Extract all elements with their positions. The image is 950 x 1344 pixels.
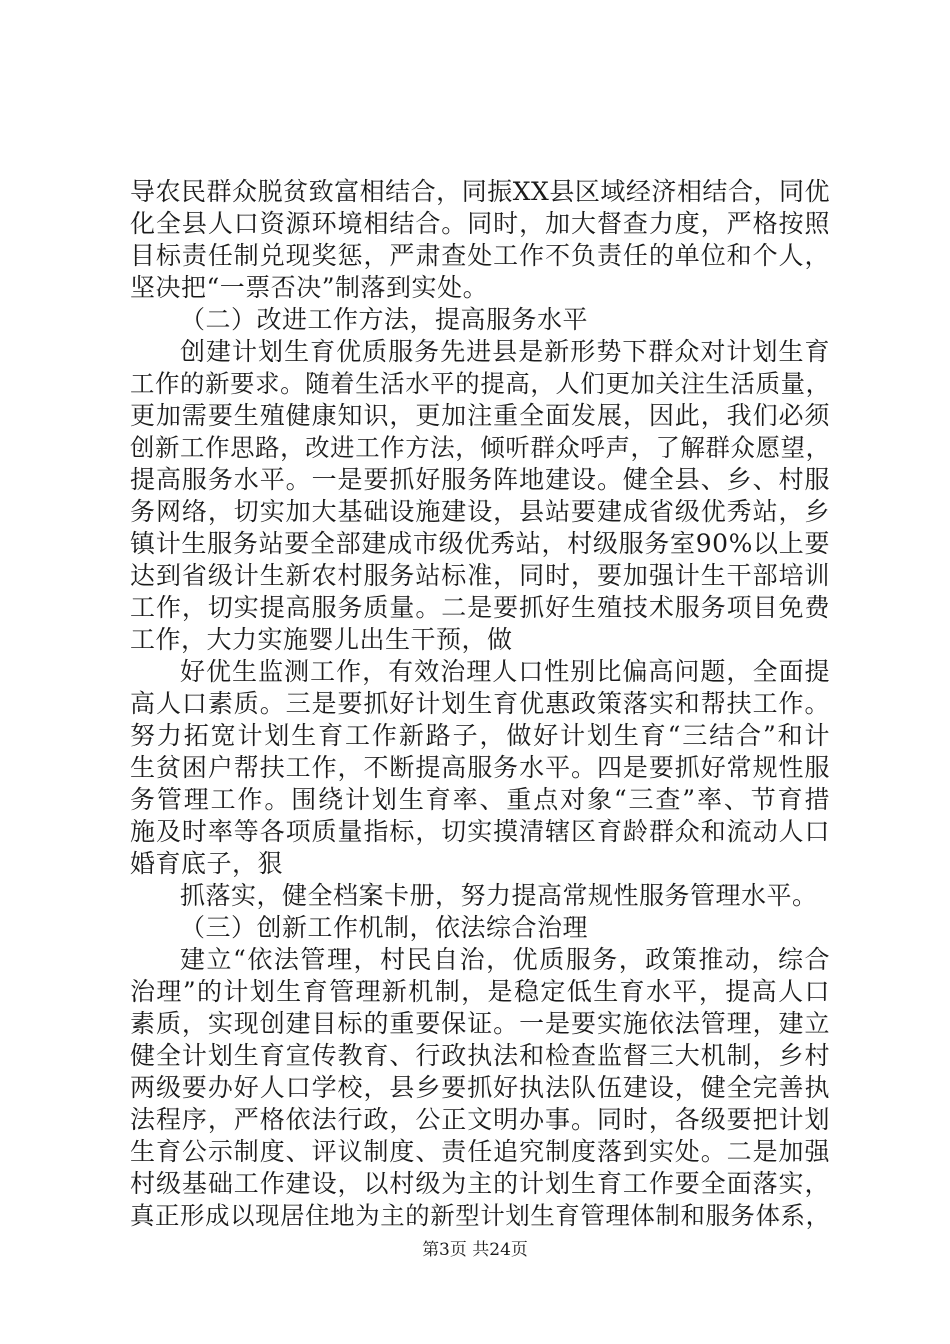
text-line: 真正形成以现居住地为主的新型计划生育管理体制和服务体系， (130, 1201, 830, 1230)
text-line: 导农民群众脱贫致富相结合，同振XX县区域经济相结合，同优 (130, 177, 830, 206)
section-heading-3: （三）创新工作机制，依法综合治理 (180, 913, 589, 942)
text-line: 工作的新要求。随着生活水平的提高，人们更加关注生活质量， (130, 369, 830, 398)
text-line: 工作，切实提高服务质量。二是要抓好生殖技术服务项目免费 (130, 593, 830, 622)
text-line: 法程序，严格依法行政，公正文明办事。同时，各级要把计划 (130, 1105, 830, 1134)
text-line: 努力拓宽计划生育工作新路子，做好计划生育“三结合”和计 (130, 721, 830, 750)
text-line: 务管理工作。围绕计划生育率、重点对象“三查”率、节育措 (130, 785, 830, 814)
text-line: 健全计划生育宣传教育、行政执法和检查监督三大机制，乡村 (130, 1041, 830, 1070)
section-heading-2: （二）改进工作方法，提高服务水平 (180, 305, 589, 334)
text-line: 目标责任制兑现奖惩，严肃查处工作不负责任的单位和个人， (130, 241, 830, 270)
text-line: 工作，大力实施婴儿出生干预，做 (130, 625, 513, 654)
text-line: 生贫困户帮扶工作，不断提高服务水平。四是要抓好常规性服 (130, 753, 830, 782)
text-line: 化全县人口资源环境相结合。同时，加大督查力度，严格按照 (130, 209, 830, 238)
text-line: 高人口素质。三是要抓好计划生育优惠政策落实和帮扶工作。 (130, 689, 830, 718)
text-line: 更加需要生殖健康知识，更加注重全面发展，因此，我们必须 (130, 401, 830, 430)
text-line: 素质，实现创建目标的重要保证。一是要实施依法管理，建立 (130, 1009, 830, 1038)
text-line: 建立“依法管理，村民自治，优质服务，政策推动，综合 (180, 945, 830, 974)
text-line: 村级基础工作建设，以村级为主的计划生育工作要全面落实， (130, 1169, 830, 1198)
text-line: 施及时率等各项质量指标，切实摸清辖区育龄群众和流动人口 (130, 817, 830, 846)
text-line: 生育公示制度、评议制度、责任追究制度落到实处。二是加强 (130, 1137, 830, 1166)
text-line: 务网络，切实加大基础设施建设，县站要建成省级优秀站，乡 (130, 497, 830, 526)
text-line: 抓落实，健全档案卡册，努力提高常规性服务管理水平。 (180, 881, 818, 910)
text-line: 达到省级计生新农村服务站标准，同时，要加强计生干部培训 (130, 561, 830, 590)
text-line: 镇计生服务站要全部建成市级优秀站，村级服务室90%以上要 (130, 529, 830, 558)
document-body (130, 176, 830, 1232)
text-line: 提高服务水平。一是要抓好服务阵地建设。健全县、乡、村服 (130, 465, 830, 494)
text-line: 治理”的计划生育管理新机制，是稳定低生育水平，提高人口 (130, 977, 830, 1006)
text-line: 创建计划生育优质服务先进县是新形势下群众对计划生育 (180, 337, 830, 366)
page-number-footer: 第3页 共24页 (422, 1240, 528, 1260)
text-line: 两级要办好人口学校，县乡要抓好执法队伍建设，健全完善执 (130, 1073, 830, 1102)
text-line: 好优生监测工作，有效治理人口性别比偏高问题，全面提 (180, 657, 830, 686)
text-line: 婚育底子，狠 (130, 849, 284, 878)
text-line: 坚决把“一票否决”制落到实处。 (130, 273, 489, 302)
text-line: 创新工作思路，改进工作方法，倾听群众呼声，了解群众愿望， (130, 433, 830, 462)
